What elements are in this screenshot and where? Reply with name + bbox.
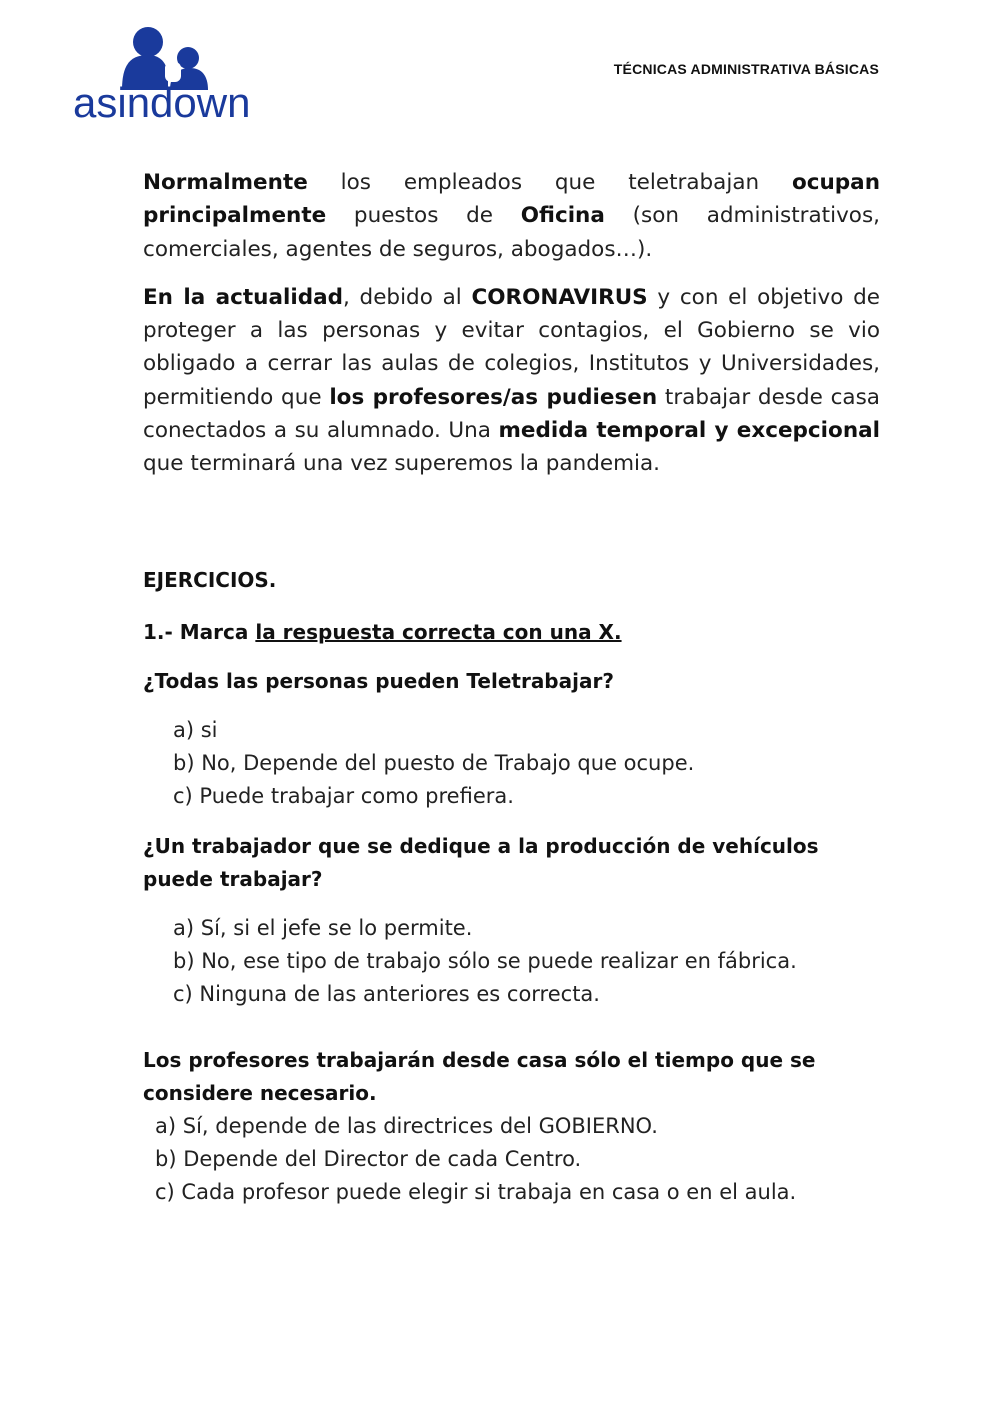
intro-paragraph: [143, 166, 880, 266]
bold-normalmente: Normalmente: [143, 170, 308, 195]
text-span: , debido al: [343, 284, 472, 310]
option-3a[interactable]: a) Sí, depende de las directrices del GOBIERNO.: [155, 1113, 658, 1138]
text-span: los empleados que teletrabajan: [307, 170, 792, 195]
text-span: trabajar desde casa conectados a su alumnado. Una: [143, 384, 880, 444]
document-header-title: TÉCNICAS ADMINISTRATIVA BÁSICAS: [613, 61, 879, 77]
text-span: (son administrativos, comerciales, agentes de seguros, abogados…).: [143, 203, 880, 262]
bold-coronavirus: CORONAVIRUS: [471, 284, 648, 310]
bold-profesores: los profesores/as pudiesen: [329, 384, 658, 410]
question-1-options: [143, 714, 880, 813]
exercises-title: EJERCICIOS.: [143, 567, 277, 592]
bold-medida: medida temporal y excepcional: [498, 418, 880, 444]
exercise-instruction: [143, 616, 880, 649]
bold-actualidad: En la actualidad: [143, 284, 343, 310]
option-2c[interactable]: c) Ninguna de las anteriores es correcta.: [173, 981, 600, 1006]
text-span: y con el objetivo de proteger a las personas y evitar contagios, el Gobierno se vio obligado a cerrar las aulas de colegios, Institutos y Universidades, permitiendo que: [143, 284, 880, 410]
option-3b[interactable]: b) Depende del Director de cada Centro.: [155, 1146, 582, 1171]
option-1a[interactable]: a) si: [173, 717, 218, 742]
question-2-options: [143, 912, 880, 1011]
asindown-logo: [70, 20, 275, 125]
context-paragraph: [143, 281, 880, 481]
question-3: Los profesores trabajarán desde casa sólo el tiempo que se considere necesario.: [143, 1047, 816, 1105]
option-1b[interactable]: b) No, Depende del puesto de Trabajo que ocupe.: [173, 750, 695, 775]
question-2: ¿Un trabajador que se dedique a la producción de vehículos puede trabajar?: [143, 833, 819, 891]
text-span: puestos de: [326, 203, 521, 229]
bold-ocupan: ocupan principalmente: [143, 170, 880, 229]
option-1c[interactable]: c) Puede trabajar como prefiera.: [173, 783, 514, 808]
question-3-options: [143, 1110, 880, 1209]
option-3c[interactable]: c) Cada profesor puede elegir si trabaja en casa o en el aula.: [155, 1179, 797, 1204]
logo-graphic: [70, 20, 275, 125]
instruction-underlined: la respuesta correcta con una X.: [255, 619, 622, 644]
instruction-prefix: 1.- Marca: [143, 619, 256, 644]
bold-oficina: Oficina: [520, 203, 605, 229]
logo-text: asindown: [73, 79, 251, 125]
option-2b[interactable]: b) No, ese tipo de trabajo sólo se puede realizar en fábrica.: [173, 948, 797, 973]
document-body: [143, 166, 880, 1209]
text-span: que terminará una vez superemos la pandemia.: [143, 451, 661, 477]
option-2a[interactable]: a) Sí, si el jefe se lo permite.: [173, 915, 473, 940]
question-1: ¿Todas las personas pueden Teletrabajar?: [143, 668, 614, 693]
